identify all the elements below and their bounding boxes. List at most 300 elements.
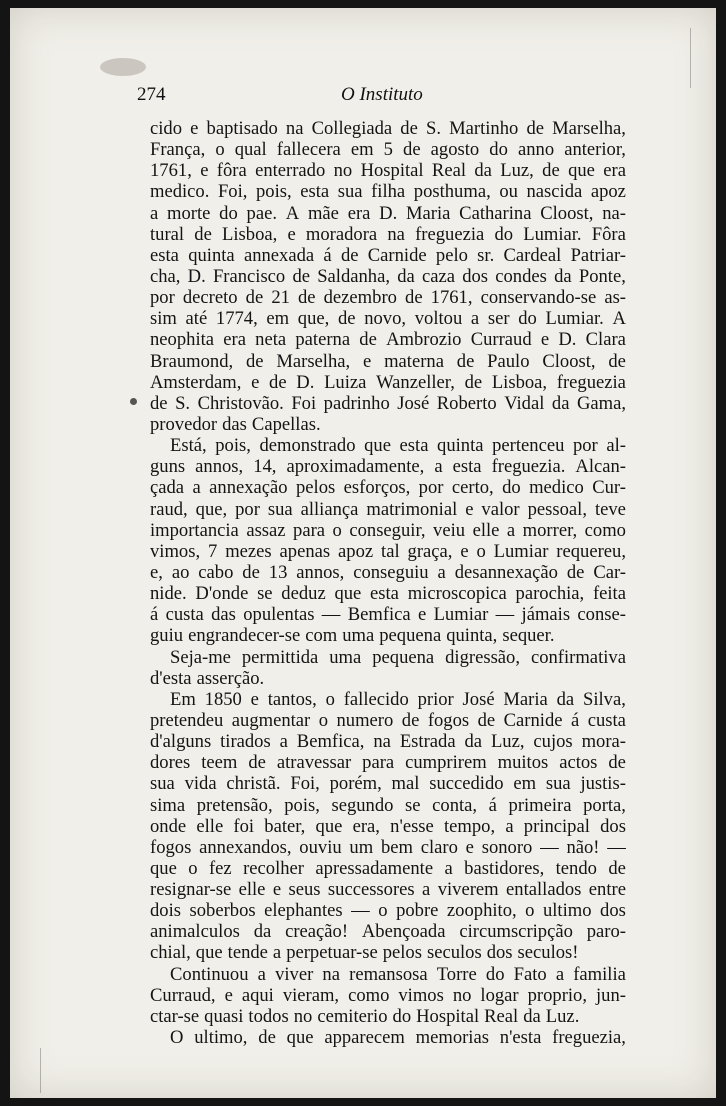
word: Lumiar [493, 540, 549, 562]
word: primeira [508, 794, 572, 816]
word: a [444, 857, 453, 879]
word: Foi [291, 392, 317, 414]
word: Collegiada [311, 118, 393, 139]
word: com [305, 625, 338, 647]
word: dois [150, 900, 181, 922]
word: 1850 [204, 688, 242, 710]
word: a [192, 477, 201, 499]
word: annos, [195, 456, 244, 478]
word: A [612, 308, 626, 330]
word: mora- [581, 731, 626, 753]
word: de [456, 350, 475, 372]
text-line [150, 837, 626, 858]
word: Francisco [212, 265, 286, 287]
word: — [607, 836, 626, 858]
word: novo, [364, 308, 407, 330]
word: prior [417, 688, 454, 710]
word: no [452, 984, 472, 1006]
word: na [285, 118, 304, 139]
word: entallados [506, 879, 582, 901]
word: Fôra [591, 223, 626, 245]
word: graça, [407, 540, 453, 562]
word: circumscripção [459, 921, 573, 943]
text-line [150, 562, 626, 583]
running-title: O Instituto [341, 84, 423, 105]
word: porta, [583, 794, 626, 816]
word: esta [300, 181, 330, 203]
word: Torre [436, 963, 477, 985]
word: neophita [150, 329, 215, 351]
word: o [378, 900, 388, 922]
word: S. [425, 118, 441, 139]
word: do [489, 139, 508, 161]
word: do [219, 202, 238, 224]
word: requereu, [556, 540, 626, 562]
word: de [400, 118, 418, 139]
word: veiu [433, 519, 466, 541]
word: vieram, [282, 984, 340, 1006]
word: actos [559, 752, 598, 774]
word: freguezia [556, 371, 626, 393]
word: morrer, [522, 519, 578, 541]
word: freguezia. [491, 456, 566, 478]
word: D. [379, 202, 398, 224]
scan-mark [690, 28, 691, 88]
word: vimos [398, 984, 444, 1006]
word: perpetuar-se [286, 942, 378, 964]
word: christã. [226, 773, 281, 795]
word: segundo [331, 794, 394, 816]
word: das [222, 413, 247, 435]
word: apenas [279, 540, 331, 562]
word: animalculos [150, 921, 240, 943]
word: era [223, 329, 246, 351]
word: pretendeu [150, 709, 224, 731]
word: e [200, 160, 209, 182]
word: esta [150, 244, 179, 266]
word: de [242, 561, 260, 583]
word: d'alguns [150, 731, 212, 753]
text-line [150, 921, 626, 942]
word: dos [600, 815, 626, 837]
text-line [150, 625, 626, 646]
word: era [603, 160, 626, 182]
word: claro [420, 836, 458, 858]
word: dos [600, 900, 626, 922]
word: Alcan- [575, 456, 626, 478]
word: enterrado [255, 160, 326, 182]
word: paterna [295, 329, 351, 351]
word: como [584, 519, 626, 541]
word: freguezia [415, 223, 485, 245]
word: provedor [150, 413, 218, 435]
word: pertenceu [492, 435, 565, 457]
word: o [525, 900, 535, 922]
word: apparecem [324, 1027, 405, 1049]
word: o [332, 519, 342, 541]
word: resignar-se [150, 879, 232, 901]
text-line [150, 245, 626, 266]
word: certo, [451, 477, 494, 499]
word: baptisado [206, 118, 278, 139]
word: recolher [243, 857, 304, 879]
word: tempo, [444, 815, 496, 837]
word: e [418, 604, 427, 626]
word: sequer. [502, 625, 555, 647]
word: seus [288, 879, 321, 901]
word: — [495, 604, 515, 626]
word: successores [327, 879, 415, 901]
word: da [523, 1005, 541, 1027]
word: Ponte, [578, 265, 626, 287]
text-line [150, 224, 626, 245]
word: o [215, 139, 225, 161]
word: teve [594, 498, 626, 520]
word: Vidal [504, 392, 545, 414]
word: a [505, 815, 514, 837]
word: não! [566, 836, 600, 858]
word: todos [248, 1005, 289, 1027]
word: Cur- [592, 477, 626, 499]
word: e [465, 498, 474, 520]
word: pois, [284, 794, 320, 816]
word: Foi, [217, 181, 248, 203]
word: de [269, 371, 287, 393]
word: para [293, 519, 326, 541]
word: do [494, 223, 514, 245]
word: ou [499, 181, 518, 203]
word: á [150, 604, 159, 626]
word: condes [495, 265, 547, 287]
word: e [250, 688, 259, 710]
body-text [150, 118, 626, 1048]
word: justis- [580, 773, 626, 795]
word: José [397, 392, 430, 414]
word: Clara [585, 329, 626, 351]
word: em [266, 308, 290, 330]
word: vida [184, 773, 217, 795]
word: al- [606, 435, 626, 457]
word: era [347, 202, 371, 224]
word: e [540, 329, 550, 351]
word: Car- [593, 561, 626, 583]
word: cumprirem [405, 752, 487, 774]
word: 7 [208, 540, 218, 562]
word: era, [352, 815, 380, 837]
word: de [150, 392, 168, 414]
text-line [150, 520, 626, 541]
word: microscopica [407, 583, 507, 605]
word: conseguiu [353, 561, 429, 583]
word: á [570, 709, 580, 731]
word: que, [195, 498, 228, 520]
text-line [150, 351, 626, 372]
word: pelos [296, 477, 336, 499]
word: tendo [555, 857, 597, 879]
word: guiu [150, 625, 184, 647]
text-line [150, 985, 626, 1006]
word: Roberto [436, 392, 497, 414]
word: 1761, [150, 160, 192, 182]
word: pois, [256, 181, 292, 203]
word: materna [384, 350, 444, 372]
word: de [245, 287, 264, 309]
word: das [211, 604, 236, 626]
word: creação! [285, 921, 349, 943]
word: fogos [427, 709, 470, 731]
word: que [364, 435, 391, 457]
word: padrinho [323, 392, 390, 414]
word: D. [187, 265, 206, 287]
word: foi [233, 815, 255, 837]
word: jámais [521, 604, 571, 626]
word: que [315, 815, 343, 837]
word: bastidores, [464, 857, 545, 879]
text-line [150, 139, 626, 160]
word: a [434, 456, 443, 478]
word: sua [545, 773, 571, 795]
word: importancia [150, 519, 239, 541]
word: elle [472, 519, 500, 541]
text-line [150, 816, 626, 837]
word: José [462, 688, 495, 710]
word: de [297, 287, 316, 309]
word: annos, [296, 561, 345, 583]
word: neta [255, 329, 287, 351]
word: porém, [329, 773, 382, 795]
word: de [566, 561, 585, 583]
word: demonstrado [259, 435, 356, 457]
word: em [513, 773, 537, 795]
word: permittida [241, 646, 319, 668]
word: Seja-me [170, 646, 231, 668]
word: Luz, [490, 731, 525, 753]
word: sua [150, 773, 175, 795]
word: desannexação [454, 561, 558, 583]
text-line [150, 942, 626, 963]
word: da [397, 265, 415, 287]
word: mal [391, 773, 420, 795]
word: voltou [414, 308, 463, 330]
word: por [572, 435, 598, 457]
word: familia [573, 963, 626, 985]
word: D'onde [195, 583, 249, 605]
word: paro- [586, 921, 626, 943]
word: uma [342, 625, 375, 647]
word: Ambrozio [386, 329, 462, 351]
word: esta [399, 435, 429, 457]
word: morte [167, 202, 211, 224]
word: guns [150, 456, 186, 478]
word: elle [238, 879, 266, 901]
word: Cloost, [540, 202, 594, 224]
word: tirados [220, 731, 271, 753]
word: Real [484, 1005, 519, 1027]
word: asserção. [196, 667, 265, 689]
word: mezes [225, 540, 272, 562]
word: Maria [406, 202, 451, 224]
word: de [337, 308, 356, 330]
word: annexada [243, 244, 315, 266]
word: nide. [150, 583, 187, 605]
word: fôra [216, 160, 247, 182]
word: dezembro [323, 287, 397, 309]
word: de [608, 350, 626, 372]
word: assaz [246, 519, 286, 541]
word: no [293, 1005, 313, 1027]
text-line [150, 773, 626, 794]
word: o [476, 540, 486, 562]
word: a [506, 519, 516, 541]
word: — [540, 836, 559, 858]
word: a [555, 963, 565, 985]
word: Luiza [324, 371, 367, 393]
scan-mark [40, 1048, 41, 1093]
text-line [150, 160, 626, 181]
word: Foi, [290, 773, 320, 795]
word: a [422, 879, 431, 901]
word: apressadamente [315, 857, 434, 879]
text-line [150, 393, 626, 414]
word: 21 [271, 287, 290, 309]
word: Está, [170, 435, 207, 457]
text-line [150, 456, 626, 477]
word: e, [150, 561, 163, 583]
word: se [405, 794, 421, 816]
word: Luz. [545, 1005, 580, 1027]
word: muitos [497, 752, 549, 774]
word: Carnide [367, 244, 427, 266]
word: que [568, 160, 595, 182]
word: de [403, 139, 421, 161]
word: vimos, [150, 540, 201, 562]
word: seculos! [517, 942, 579, 964]
word: quinta, [446, 625, 498, 647]
word: tal [381, 540, 400, 562]
word: tantos, [267, 688, 317, 710]
word: Curraud, [150, 984, 216, 1006]
text-line [150, 604, 626, 625]
word: augmentar [231, 709, 311, 731]
word: freguezia, [552, 1027, 626, 1049]
word: dos [462, 265, 489, 287]
word: Braumond, [150, 350, 234, 372]
word: memorias [415, 1027, 489, 1049]
word: da [464, 731, 483, 753]
word: pessoal, [527, 498, 587, 520]
word: ao [171, 561, 190, 583]
word: esforços, [343, 477, 411, 499]
word: França, [150, 139, 206, 161]
word: dos [486, 942, 513, 964]
word: Lumiar [433, 604, 489, 626]
word: valor [481, 498, 520, 520]
word: remansosa [349, 963, 428, 985]
word: medico. [150, 181, 210, 203]
text-line [150, 118, 626, 139]
word: — [351, 900, 370, 922]
word: esta [370, 583, 399, 605]
word: a [150, 202, 159, 224]
word: entre [588, 879, 626, 901]
word: cabo [198, 561, 234, 583]
word: parochia, [515, 583, 585, 605]
word: de [405, 287, 423, 309]
word: para [362, 752, 395, 774]
word: pequena [372, 646, 435, 668]
word: bater, [264, 815, 306, 837]
word: A [285, 202, 300, 224]
word: cemiterio [317, 1005, 388, 1027]
word: da [556, 688, 575, 710]
word: Lumiar. [523, 223, 582, 245]
word: cujos [533, 731, 573, 753]
word: Hospital [360, 160, 424, 182]
word: Bemfica, [296, 731, 365, 753]
word: elephantes [264, 900, 343, 922]
word: 1774, [215, 308, 258, 330]
text-line [150, 647, 626, 668]
word: por [418, 477, 444, 499]
word: qual [234, 139, 267, 161]
word: Continuou [170, 963, 249, 985]
word: raud, [150, 498, 188, 520]
word: jun- [595, 984, 626, 1006]
word: deduz [281, 583, 326, 605]
word: moradora [305, 223, 378, 245]
text-line [150, 181, 626, 202]
text-line [150, 435, 626, 456]
word: da [551, 392, 570, 414]
word: Saldanha, [317, 265, 391, 287]
word: e [190, 118, 199, 139]
text-line [150, 1027, 626, 1048]
word: confirmativa [530, 646, 626, 668]
word: que, [297, 308, 330, 330]
word: 5 [383, 139, 393, 161]
text-line [150, 689, 626, 710]
word: de [526, 118, 544, 139]
word: nascida [526, 181, 583, 203]
word: numero [336, 709, 394, 731]
word: e [363, 350, 372, 372]
word: Cloost, [542, 350, 596, 372]
word: Paulo [487, 350, 530, 372]
word: o [188, 857, 198, 879]
word: conseguir, [349, 519, 426, 541]
word: principal [523, 815, 590, 837]
word: e [465, 836, 474, 858]
word: Catharina [459, 202, 532, 224]
word: custa [587, 709, 626, 731]
word: Marselha, [276, 350, 351, 372]
word: Wanzeller, [376, 371, 455, 393]
text-line [150, 1006, 626, 1027]
word: D. [558, 329, 577, 351]
word: e [272, 879, 282, 901]
word: de [401, 709, 420, 731]
word: Marselha, [552, 118, 626, 139]
word: na [322, 963, 340, 985]
text-line [150, 795, 626, 816]
word: Lisboa, [491, 371, 548, 393]
word: onde [150, 815, 187, 837]
word: de [340, 244, 359, 266]
word: proprio, [527, 984, 587, 1006]
word: apoz [338, 540, 374, 562]
word: ouviu [299, 836, 342, 858]
word: 13 [268, 561, 288, 583]
